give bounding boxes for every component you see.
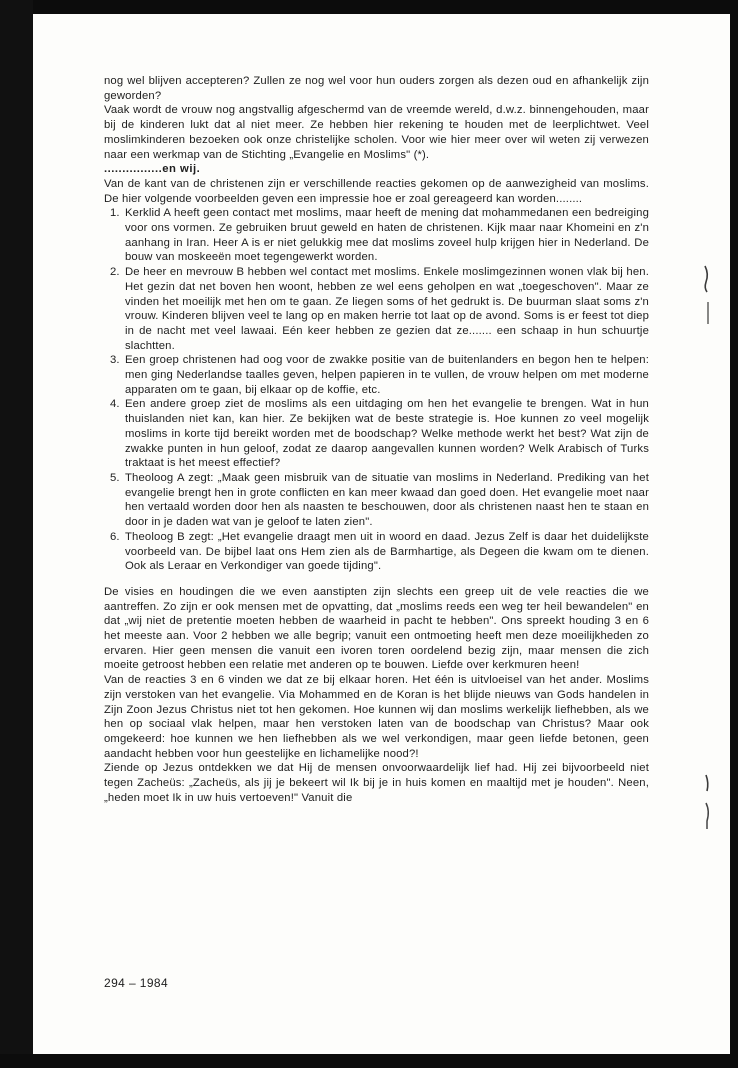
paragraph-gap bbox=[104, 574, 649, 585]
reaction-item: 2. De heer en mevrouw B hebben wel contact met moslims. Enkele moslimgezinnen wonen vlak bij hen. Het gezin dat net boven hen woont, hebben ze wel eens geholpen en wat „toegeschoven". Maar ze vinden het moeilijk met hen om te gaan. Ze liegen soms of het gedrukt is. De buurman slaat soms z'n vrouw. Kinderen blijven veel te lang op en maken herrie tot laat op de avond. Soms is er feest tot diep in de nacht met veel lawaai. Eén keer hebben ze gezien dat ze....... een schaap in hun schuurtje slachtten. bbox=[123, 265, 649, 353]
closing-paragraph-2: Van de reacties 3 en 6 vinden we dat ze bij elkaar horen. Het één is uitvloeisel van het ander. Moslims zijn verstoken van het evangelie. Via Mohammed en de Koran is het blijde nieuws van Gods handelen in Zijn Zoon Jezus Christus niet tot hen gekomen. Hoe kunnen wij dan moslims werkelijk liefhebben, als we hen op sociaal vlak helpen, maar hen verstoken laten van de boodschap van Christus? Maar ook omgekeerd: hoe kunnen we hen liefhebben als we wel verkondigen, maar geen liefde betonen, geen aandacht hebben voor hun geestelijke en lichamelijke nood?! bbox=[104, 674, 649, 760]
binding-hole-mark-upper bbox=[703, 262, 711, 326]
intro-paragraph-1: nog wel blijven accepteren? Zullen ze nog wel voor hun ouders zorgen als dezen oud en afhankelijk zijn geworden? bbox=[104, 75, 649, 102]
page-number: 294 – 1984 bbox=[104, 976, 169, 990]
scan-border-top bbox=[0, 0, 738, 14]
page-body bbox=[104, 74, 649, 805]
scan-border-left bbox=[0, 0, 33, 1068]
reactions-list bbox=[104, 206, 649, 574]
closing-paragraph-1: De visies en houdingen die we even aanstipten zijn slechts een greep uit de vele reacties die we aantreffen. Zo zijn er ook mensen met de opvatting, dat „moslims reeds een weg ter heil bewandelen" en dat „wij niet de pretentie moeten hebben de waarheid in pacht te hebben". Ons spreekt houding 3 en 6 het meeste aan. Voor 2 hebben we alle begrip; vanuit een ontmoeting heeft men deze moeilijkheden zo ervaren. Hier geen mensen die vanuit een ivoren toren oordelend bezig zijn, maar mensen die zich moeite getroost hebben een relatie met anderen op te bouwen. Liefde over kerkmuren heen! bbox=[104, 585, 649, 672]
reaction-item: 5. Theoloog A zegt: „Maak geen misbruik van de situatie van moslims in Nederland. Prediking van het evangelie brengt hen in grote conflicten en kan meer kwaad dan goed doen. Het evangelie moet naar hen vertaald worden door hen als naasten te beschouwen, door als christenen naast hen te staan en door in je daden wat van je geloof te laten zien". bbox=[123, 471, 649, 530]
section-signoff: ................en wij. bbox=[104, 163, 201, 176]
scan-border-right bbox=[730, 0, 738, 1068]
closing-paragraph-3: Ziende op Jezus ontdekken we dat Hij de mensen onvoorwaardelijk lief had. Hij zei bijvoorbeeld niet tegen Zacheüs: „Zacheüs, als jij je bekeert wil Ik bij je in huis komen en maaltijd met je houden". Neen, „heden moet Ik in uw huis vertoeven!" Vanuit die bbox=[104, 762, 649, 804]
intro-paragraph-2: Vaak wordt de vrouw nog angstvallig afgeschermd van de vreemde wereld, d.w.z. binnengehouden, maar bij de kinderen lukt dat al niet meer. Ze hebben hier rekening te houden met de leerplichtwet. Veel moslimkinderen bezoeken ook onze christelijke scholen. Voor wie hier meer over wil weten zij verwezen naar een werkmap van de Stichting „Evangelie en Moslims" (*). bbox=[104, 104, 649, 161]
reaction-item: 6. Theoloog B zegt: „Het evangelie draagt men uit in woord en daad. Jezus Zelf is daar het duidelijkste voorbeeld van. De bijbel laat ons Hem zien als de Barmhartige, als Degeen die kwam om te dienen. Ook als Leraar en Verkondiger van goede tijding". bbox=[123, 530, 649, 574]
reaction-item: 1. Kerklid A heeft geen contact met moslims, maar heeft de mening dat mohammedanen een bedreiging voor ons vormen. Ze gebruiken bruut geweld en haten de christenen. Kijk maar naar Khomeini en z'n aanhang in Iran. Heer A is er niet gelukkig mee dat moslims zoveel hulp krijgen hier in Nederland. De bouw van moskeeën moet tegengewerkt worden. bbox=[123, 206, 649, 265]
reaction-item: 3. Een groep christenen had oog voor de zwakke positie van de buitenlanders en begon hen te helpen: men ging Nederlandse taalles geven, helpen papieren in te vullen, de vrouw helpen om met moderne apparaten om te gaan, bij elkaar op de koffie, etc. bbox=[123, 353, 649, 397]
binding-hole-mark-lower bbox=[703, 773, 711, 831]
scan-border-bottom bbox=[0, 1054, 738, 1068]
reaction-item: 4. Een andere groep ziet de moslims als een uitdaging om hen het evangelie te brengen. Wat in hun thuislanden niet kan, kan hier. Ze bekijken wat de beste strategie is. Hoe kunnen zo veel mogelijk moslims in korte tijd bereikt worden met de boodschap? Welke methode werkt het best? Wat zijn de zwakke punten in hun geloof, zodat ze daarop aangevallen kunnen worden? Welk Arabisch of Turks traktaat is het meest effectief? bbox=[123, 397, 649, 471]
lead-paragraph: Van de kant van de christenen zijn er verschillende reacties gekomen op de aanwezigheid van moslims. De hier volgende voorbeelden geven een impressie hoe er zoal gereageerd kan worden........ bbox=[104, 177, 649, 205]
